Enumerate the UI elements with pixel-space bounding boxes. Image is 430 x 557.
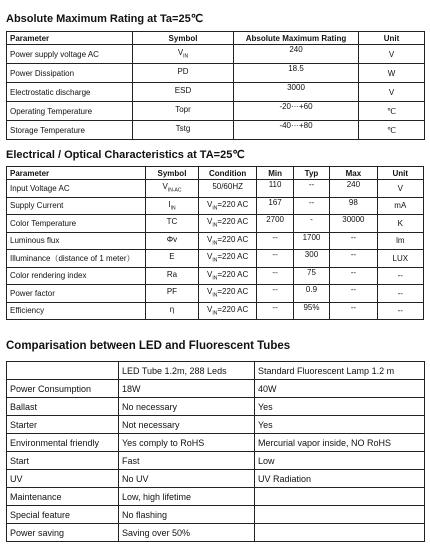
cell-main: η bbox=[169, 304, 175, 314]
table-cell: 2700 bbox=[257, 215, 293, 233]
table-cell bbox=[7, 362, 119, 380]
header-cell: Symbol bbox=[133, 32, 234, 45]
table-cell bbox=[198, 267, 256, 285]
table-cell: 240 bbox=[234, 45, 359, 64]
header-cell: Parameter bbox=[7, 167, 146, 180]
table-cell bbox=[133, 83, 234, 102]
table-cell: Fast bbox=[119, 452, 255, 470]
table-cell: 3000 bbox=[234, 83, 359, 102]
cell-subscript: IN bbox=[212, 205, 218, 212]
cell-subscript: IN bbox=[212, 223, 218, 230]
table-cell: Input Voltage AC bbox=[7, 180, 146, 198]
table-cell: Power factor bbox=[7, 285, 146, 303]
elec-optical-table bbox=[6, 166, 424, 320]
table-cell: Electrostatic discharge bbox=[7, 83, 133, 102]
table-cell: Power saving bbox=[7, 524, 119, 542]
header-cell: Unit bbox=[377, 167, 423, 180]
table-row bbox=[7, 45, 425, 64]
cell-main: PD bbox=[177, 67, 189, 77]
table-header-row bbox=[7, 362, 425, 380]
table-row bbox=[7, 180, 424, 198]
table-cell: 300 bbox=[293, 250, 329, 268]
cell-main: Ra bbox=[166, 269, 178, 279]
table-cell: Yes comply to RoHS bbox=[119, 434, 255, 452]
table-cell bbox=[146, 197, 199, 215]
table-cell: Mercurial vapor inside, NO RoHS bbox=[255, 434, 425, 452]
header-cell: Typ bbox=[293, 167, 329, 180]
table-cell: Yes bbox=[255, 416, 425, 434]
table-cell: Power supply voltage AC bbox=[7, 45, 133, 64]
cell-main: V bbox=[162, 182, 168, 192]
table-cell: Operating Temperature bbox=[7, 102, 133, 121]
cell-main: Topr bbox=[175, 105, 191, 115]
table-cell: 98 bbox=[330, 197, 377, 215]
table-row bbox=[7, 285, 424, 303]
cell-main: PF bbox=[166, 287, 178, 297]
cell-suffix: =220 AC bbox=[217, 252, 249, 262]
table-cell: ℃ bbox=[359, 121, 425, 140]
table-cell: -- bbox=[257, 232, 293, 250]
table-cell: K bbox=[377, 215, 423, 233]
table-cell: LED Tube 1.2m, 288 Leds bbox=[119, 362, 255, 380]
table-cell: Supply Current bbox=[7, 197, 146, 215]
table-cell: -- bbox=[377, 267, 423, 285]
header-cell: Unit bbox=[359, 32, 425, 45]
table-cell: -- bbox=[257, 250, 293, 268]
table-cell: Low, high lifetime bbox=[119, 488, 255, 506]
table-row bbox=[7, 83, 425, 102]
table-cell: -- bbox=[330, 267, 377, 285]
table-cell: -40···+80 bbox=[234, 121, 359, 140]
table-cell: 75 bbox=[293, 267, 329, 285]
table-cell bbox=[198, 232, 256, 250]
table-cell: Efficiency bbox=[7, 302, 146, 320]
header-cell: Max bbox=[330, 167, 377, 180]
table-cell: Standard Fluorescent Lamp 1.2 m bbox=[255, 362, 425, 380]
table-cell: 18W bbox=[119, 380, 255, 398]
cell-subscript: IN bbox=[212, 240, 218, 247]
table-cell: Power Consumption bbox=[7, 380, 119, 398]
table-cell bbox=[198, 250, 256, 268]
cell-subscript: IN bbox=[212, 258, 218, 265]
table-cell: W bbox=[359, 64, 425, 83]
table-cell bbox=[198, 197, 256, 215]
table-row bbox=[7, 380, 425, 398]
cell-main: TC bbox=[166, 217, 178, 227]
table-cell: -20···+60 bbox=[234, 102, 359, 121]
cell-suffix: =220 AC bbox=[217, 217, 249, 227]
cell-suffix: =220 AC bbox=[217, 234, 249, 244]
elec-title: Electrical / Optical Characteristics at TA=25℃ bbox=[6, 149, 245, 161]
table-cell: mA bbox=[377, 197, 423, 215]
table-cell: No UV bbox=[119, 470, 255, 488]
cell-subscript: IN bbox=[212, 275, 218, 282]
table-cell bbox=[133, 64, 234, 83]
table-cell: Environmental friendly bbox=[7, 434, 119, 452]
cell-suffix: =220 AC bbox=[217, 287, 249, 297]
table-row bbox=[7, 416, 425, 434]
table-cell: -- bbox=[330, 285, 377, 303]
table-cell bbox=[198, 285, 256, 303]
table-cell: -- bbox=[377, 285, 423, 303]
table-cell: Power Dissipation bbox=[7, 64, 133, 83]
table-row bbox=[7, 197, 424, 215]
table-cell: -- bbox=[330, 250, 377, 268]
table-cell: Color rendering index bbox=[7, 267, 146, 285]
table-cell: Illuminance（distance of 1 meter） bbox=[7, 250, 146, 268]
table-cell bbox=[255, 524, 425, 542]
table-cell: Storage Temperature bbox=[7, 121, 133, 140]
table-row bbox=[7, 232, 424, 250]
cell-main: V bbox=[207, 287, 213, 297]
table-cell: V bbox=[359, 83, 425, 102]
table-row bbox=[7, 398, 425, 416]
abs-max-table bbox=[6, 31, 425, 140]
table-cell: -- bbox=[293, 197, 329, 215]
table-cell: Yes bbox=[255, 398, 425, 416]
cell-main: V bbox=[207, 252, 213, 262]
table-row bbox=[7, 250, 424, 268]
table-cell: Not necessary bbox=[119, 416, 255, 434]
table-cell: 0.9 bbox=[293, 285, 329, 303]
table-cell: -- bbox=[257, 302, 293, 320]
table-cell bbox=[255, 506, 425, 524]
table-cell: 110 bbox=[257, 180, 293, 198]
table-row bbox=[7, 121, 425, 140]
table-cell: Maintenance bbox=[7, 488, 119, 506]
table-cell: -- bbox=[330, 232, 377, 250]
cell-subscript: IN bbox=[170, 205, 176, 212]
table-cell: 1700 bbox=[293, 232, 329, 250]
table-cell bbox=[198, 302, 256, 320]
table-cell: Starter bbox=[7, 416, 119, 434]
header-cell: Parameter bbox=[7, 32, 133, 45]
table-cell bbox=[133, 102, 234, 121]
table-cell: -- bbox=[257, 267, 293, 285]
cell-subscript: IN bbox=[212, 293, 218, 300]
table-cell bbox=[146, 250, 199, 268]
table-cell bbox=[146, 285, 199, 303]
table-cell: Saving over 50% bbox=[119, 524, 255, 542]
table-cell: No necessary bbox=[119, 398, 255, 416]
cell-main: V bbox=[207, 234, 213, 244]
cell-main: V bbox=[207, 199, 213, 209]
cell-main: 50/60HZ bbox=[212, 182, 243, 192]
table-header-row bbox=[7, 32, 425, 45]
table-header-row bbox=[7, 167, 424, 180]
cell-suffix: =220 AC bbox=[217, 304, 249, 314]
table-cell bbox=[146, 215, 199, 233]
cell-main: Tstg bbox=[175, 124, 191, 134]
table-cell: V bbox=[359, 45, 425, 64]
table-cell: Special feature bbox=[7, 506, 119, 524]
table-row bbox=[7, 64, 425, 83]
table-row bbox=[7, 470, 425, 488]
cell-main: V bbox=[207, 304, 213, 314]
cell-main: V bbox=[177, 48, 184, 58]
cell-main: I bbox=[168, 199, 171, 209]
table-cell: Ballast bbox=[7, 398, 119, 416]
table-row bbox=[7, 524, 425, 542]
cell-main: Φv bbox=[166, 234, 178, 244]
table-cell: 95% bbox=[293, 302, 329, 320]
table-row bbox=[7, 215, 424, 233]
table-cell: 40W bbox=[255, 380, 425, 398]
table-cell: -- bbox=[377, 302, 423, 320]
cell-suffix: =220 AC bbox=[217, 269, 249, 279]
table-row bbox=[7, 488, 425, 506]
table-cell: No flashing bbox=[119, 506, 255, 524]
table-row bbox=[7, 102, 425, 121]
cell-subscript: IN bbox=[183, 53, 189, 60]
header-cell: Symbol bbox=[146, 167, 199, 180]
table-cell: UV Radiation bbox=[255, 470, 425, 488]
abs-title: Absolute Maximum Rating at Ta=25℃ bbox=[6, 13, 204, 25]
table-row bbox=[7, 506, 425, 524]
cell-subscript: IN bbox=[212, 310, 218, 317]
table-cell: Start bbox=[7, 452, 119, 470]
table-cell bbox=[146, 267, 199, 285]
table-cell: V bbox=[377, 180, 423, 198]
cell-subscript: IN-AC bbox=[167, 188, 182, 195]
cell-suffix: =220 AC bbox=[217, 199, 249, 209]
table-cell bbox=[146, 232, 199, 250]
table-cell: UV bbox=[7, 470, 119, 488]
cell-main: V bbox=[207, 269, 213, 279]
comp-title: Comparisation between LED and Fluorescent Tubes bbox=[6, 340, 291, 352]
table-cell: -- bbox=[330, 302, 377, 320]
table-cell: - bbox=[293, 215, 329, 233]
table-cell: 30000 bbox=[330, 215, 377, 233]
table-cell bbox=[198, 180, 256, 198]
cell-main: E bbox=[169, 252, 175, 262]
table-cell: Low bbox=[255, 452, 425, 470]
table-cell: Luminous flux bbox=[7, 232, 146, 250]
header-cell: Condition bbox=[198, 167, 256, 180]
table-row bbox=[7, 302, 424, 320]
table-row bbox=[7, 434, 425, 452]
table-cell bbox=[133, 121, 234, 140]
table-cell: 167 bbox=[257, 197, 293, 215]
table-cell: -- bbox=[293, 180, 329, 198]
table-cell bbox=[146, 302, 199, 320]
header-cell: Min bbox=[257, 167, 293, 180]
header-cell: Absolute Maximum Rating bbox=[234, 32, 359, 45]
cell-main: V bbox=[207, 217, 213, 227]
comparison-table bbox=[6, 361, 425, 542]
table-cell: lm bbox=[377, 232, 423, 250]
table-cell bbox=[198, 215, 256, 233]
cell-main: ESD bbox=[174, 86, 192, 96]
table-cell: 240 bbox=[330, 180, 377, 198]
table-cell: ℃ bbox=[359, 102, 425, 121]
table-cell: 18.5 bbox=[234, 64, 359, 83]
table-row bbox=[7, 267, 424, 285]
table-cell: LUX bbox=[377, 250, 423, 268]
table-cell: -- bbox=[257, 285, 293, 303]
table-cell bbox=[255, 488, 425, 506]
table-row bbox=[7, 452, 425, 470]
table-cell bbox=[133, 45, 234, 64]
table-cell bbox=[146, 180, 199, 198]
table-cell: Color Temperature bbox=[7, 215, 146, 233]
